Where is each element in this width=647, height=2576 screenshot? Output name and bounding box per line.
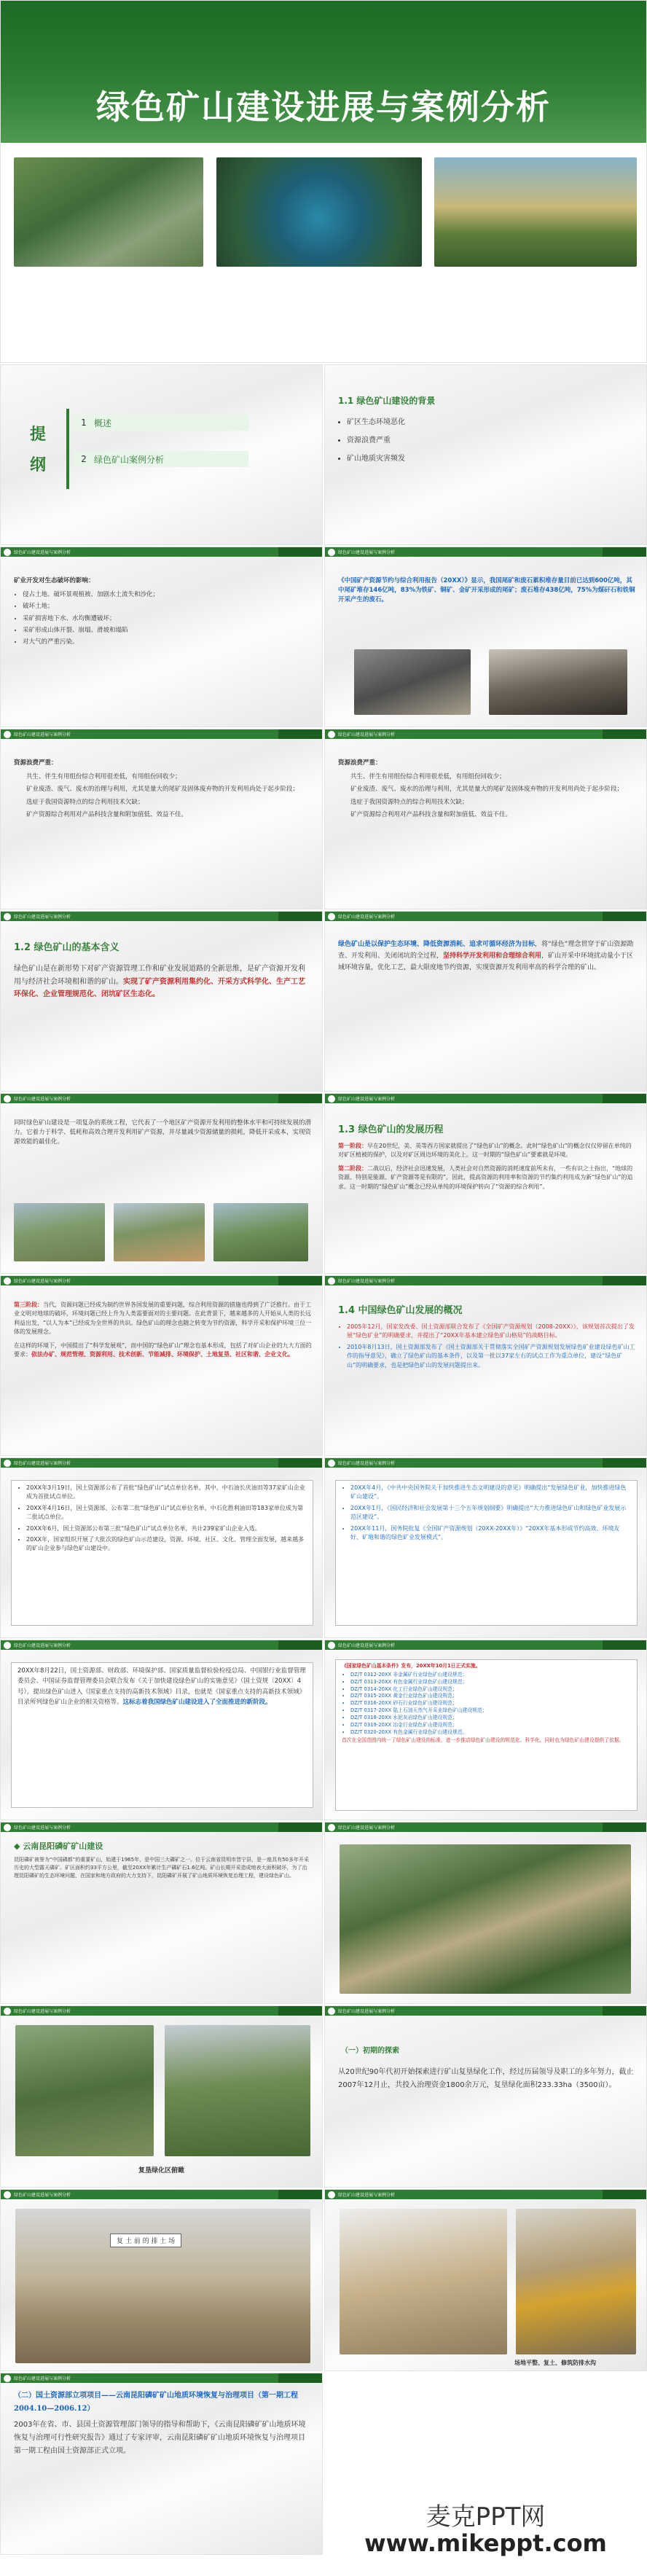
reclaim-photos-slide: [0, 2005, 323, 2188]
watermark: [324, 2373, 647, 2576]
logo-icon: [328, 2008, 335, 2015]
standard-item: • DZ/T 0314-20XX 化工行业绿色矿山建设规范；: [350, 1686, 631, 1694]
waste-para: 选症于我国资源特点的综合利用技术欠缺；: [350, 798, 468, 806]
definition-rest: ，矿山开采中环境扰动量小于区域环境容量，优化工艺，最大限度地节约资源，实现资源开发利用率高的科学合理的矿山。: [338, 952, 634, 971]
background-bullet: • 矿区生态环境恶化: [347, 415, 636, 431]
slide-header: [1, 2006, 322, 2016]
early-exploration-slide: [324, 2005, 647, 2188]
slide-header-text: 绿色矿山建设进展与案例分析: [338, 1461, 396, 1466]
slide-header-text: 绿色矿山建设进展与案例分析: [14, 2193, 71, 2198]
waste-para: 矿业废渣、废气、废水的治理与利用，尤其是量大的尾矿及固体废弃物的开发利用尚处于起步阶段；: [350, 786, 624, 794]
waste-para: 矿产资源综合利用对产品科技含量和附加值低、效益不佳。: [350, 810, 512, 818]
slide-header-text: 绿色矿山建设进展与案例分析: [338, 1643, 396, 1648]
slide-header-text: 绿色矿山建设进展与案例分析: [338, 1825, 396, 1831]
early-title: （一）初期的探索: [341, 2047, 399, 2055]
stage-2-tag: 第二阶段：: [338, 1164, 367, 1172]
waste-slide-left: [0, 729, 323, 909]
aerial-photo: [340, 1844, 631, 1994]
eco-damage-text: [14, 576, 312, 649]
logo-icon: [4, 2191, 11, 2199]
case-text: 昆阳磷矿被誉为“中国磷都”的重要矿山，始建于1965年，是中国三大磷矿之一。位于云南省昆明市晋宁县，是一座具有50多年开采历史的大型露天磷矿。矿区面积约33平方公里，截至20XX年累计生产磷矿石1.6亿吨。矿山长期开采造成地表大面积破坏，为了治理昆阳磷矿的生态环境问题，在国家和地方政府的大力支持下，昆阳磷矿开展了矿山地质环境恢复治理工程，建设绿色矿山。: [14, 1857, 309, 1879]
system-text: 同时绿色矿山建设是一项复杂的系统工程，它代表了一个地区矿产资源开发利用的整体水平和可持续发展的潜力。它着力于科学、低耗和高效合理开发利用矿产资源，并尽量减少资源储量的损耗，降低开采成本，实现资源效能的最佳化。: [14, 1119, 312, 1146]
mine-photo-4: [114, 1203, 205, 1261]
background-slide: [324, 364, 647, 545]
slide-header-text: 绿色矿山建设进展与案例分析: [14, 1643, 71, 1648]
implementation-opinion-box: [11, 1662, 313, 1808]
definition-text: [338, 939, 636, 974]
standard-item: • DZ/T 0318-20XX 水泥灰岩绿色矿山建设规范；: [350, 1715, 631, 1722]
meaning-text: [14, 963, 312, 1001]
case-slide: [0, 1822, 323, 2004]
slide-header-text: 绿色矿山建设进展与案例分析: [14, 2376, 71, 2381]
standards-tail: 首次在全国范围内统一了绿色矿山建设的标准，进一步推动绿色矿山建设的规范化、科学化，同时也为绿色矿山建设提供了依据。: [342, 1737, 624, 1744]
history-text: [338, 1142, 636, 1191]
slide-header-text: 绿色矿山建设进展与案例分析: [14, 550, 71, 555]
logo-icon: [328, 1277, 335, 1285]
slide-header: [325, 547, 646, 557]
slide-header: [325, 1276, 646, 1285]
toc-item-2-num: 2: [81, 454, 87, 464]
stage-1-tag: 第一阶段：: [338, 1143, 367, 1149]
waste-slide-right: [324, 729, 647, 909]
toc-item-2-label: 绿色矿山案例分析: [94, 454, 165, 465]
slide-header-text: 绿色矿山建设进展与案例分析: [14, 1279, 71, 1284]
meaning-text-main: 绿色矿山是在新形势下对矿产资源管理工作和矿业发展道路的全新思维，是矿产资源开发利用与经济社会环境相和谐的矿山。: [14, 965, 305, 986]
before-reclaim-slide: [0, 2189, 323, 2371]
slide-header-text: 绿色矿山建设进展与案例分析: [14, 732, 71, 737]
logo-icon: [328, 2191, 335, 2199]
mine-photo-3: [14, 1203, 105, 1261]
case-title: [14, 1840, 103, 1852]
machinery-photo-1: [340, 2209, 507, 2354]
section-1-2-title: 1.2 绿色矿山的基本含义: [14, 942, 119, 953]
timeline-item: • 20XX年4月，《中共中央国务院关于加快推进生态文明建设的意见》明确提出“发展绿色矿业，加快推进绿色矿山建设”。: [350, 1484, 631, 1502]
eco-damage-item: • 破坏土地；: [23, 602, 312, 611]
china-overview-text: [338, 1323, 636, 1372]
waste-text: [338, 759, 636, 820]
meaning-text-highlight: 实现了矿产资源利用集约化、开采方式科学化、生产工艺环保化、企业管理规范化、闭坑矿区生态化。: [14, 977, 305, 998]
toc-slide: [0, 364, 323, 545]
slide-header: [1, 912, 322, 921]
slide-header: [325, 729, 646, 739]
logo-icon: [328, 913, 335, 920]
project-slide: [0, 2373, 323, 2555]
background-bullets: [338, 415, 636, 469]
slide-header: [1, 729, 322, 739]
toc-item-2[interactable]: [74, 451, 248, 467]
timeline-item: • 20XX年，国家组织开展了大批次的绿色矿山示范建设，资源、环境、社区、文化、管理全面发展，越来越多的矿山企业参与绿色矿山建设中。: [26, 1535, 307, 1554]
standard-item: • DZ/T 0313-20XX 有色金属行业绿色矿山建设规范；: [350, 1679, 631, 1686]
section-1-4-title: 1.4 中国绿色矿山发展的概况: [338, 1305, 463, 1316]
slide-header: [1, 2373, 322, 2383]
slide-header-text: 绿色矿山建设进展与案例分析: [14, 1097, 71, 1102]
standard-item: • DZ/T 0316-20XX 砂石行业绿色矿山建设规范；: [350, 1700, 631, 1707]
stage-3-requirements: 依法办矿、规范管理、资源利用、技术创新、节能减排、环境保护、土地复垦、社区和谐、企业文化。: [31, 1350, 294, 1358]
slide-header: [1, 2190, 322, 2199]
logo-icon: [4, 2375, 11, 2382]
toc-side-label: 提纲: [30, 426, 47, 474]
implementation-opinion-slide: [0, 1640, 323, 1820]
slide-header-text: 绿色矿山建设进展与案例分析: [338, 1279, 396, 1284]
tailings-stats-slide: [324, 547, 647, 727]
eco-damage-item: • 对大气的严重污染。: [23, 638, 312, 647]
cover-photo-1: [14, 157, 203, 267]
project-body: 2003年在省、市、县国土资源管理部门领导的指导和帮助下，《云南昆阳磷矿矿山地质环境恢复与治理可行性研究报告》通过了专家评审，云南昆阳磷矿矿山地质环境恢复与治理项目第一期工程由国土资源部正式立项。: [14, 2421, 306, 2455]
slide-header: [325, 1094, 646, 1103]
reclaim-photo-2: [165, 2025, 310, 2156]
slide-header-text: 绿色矿山建设进展与案例分析: [338, 1097, 396, 1102]
cover-photo-2: [216, 157, 422, 267]
stage-3-body: 当代，资源问题已经成为制约世界各国发展的重要问题，综合利用资源的措施也得到了广泛推行。由于工业文明对地球的破坏，环境问题已经上升为人类需要面对的主要问题。在此背景下，越来越多的人开始从人类的长远利益出发，“以人为本”已经成为全世界的共识。绿色矿山的理念也随之转变为节约资源，科学开采和保护环境三位一体的发展理念。: [14, 1301, 312, 1336]
eco-damage-lead: 矿业开发对生态破坏的影响：: [14, 577, 95, 584]
standard-item: • DZ/T 0315-20XX 黄金行业绿色矿山建设规范；: [350, 1693, 631, 1700]
waste-para: 矿产资源综合利用对产品科技含量和附加值低、效益不佳。: [26, 810, 188, 818]
standard-item: • DZ/T 0312-20XX 非金属矿行业绿色矿山建设规范；: [350, 1672, 631, 1679]
implementation-opinion-tail: 这标志着我国绿色矿山建设进入了全面推进的新阶段。: [122, 1699, 272, 1707]
cover-title: 绿色矿山建设进展与案例分析: [96, 87, 551, 127]
toc-item-1-num: 1: [81, 418, 87, 428]
logo-icon: [328, 731, 335, 738]
pilot-timeline-slide: [0, 1457, 323, 1638]
aerial-photo-slide: [324, 1822, 647, 2004]
china-overview-slide: [324, 1275, 647, 1456]
logo-icon: [328, 1460, 335, 1467]
slide-header-text: 绿色矿山建设进展与案例分析: [338, 2009, 396, 2014]
toc-accent-bar: [66, 409, 69, 489]
toc-item-1[interactable]: [74, 415, 248, 431]
policy-timeline-slide: [324, 1457, 647, 1638]
machinery-photo-2: [516, 2209, 636, 2354]
mine-photo-1: [354, 649, 471, 715]
background-bullet: • 矿山地质灾害频发: [347, 451, 636, 467]
pilot-timeline-box: [11, 1480, 313, 1626]
standards-slide: [324, 1640, 647, 1820]
standard-item: • DZ/T 0317-20XX 陆上石油天然气开采业绿色矿山建设规范；: [350, 1707, 631, 1715]
policy-item: • 2005年12月，国家发改委、国土资源部联合发布了《全国矿产资源规划（2008-20XX）》，该规划首次提出了发展“绿色矿业”的明确要求，并提出了“20XX年基本建立绿色矿山格局”的战略目标。: [347, 1323, 636, 1341]
timeline-item: • 20XX年3月19日，国土资源部公布了首批“绿色矿山”试点单位名单，其中，中石油长庆油田等37家矿山企业成为首批试点单位。: [26, 1484, 307, 1502]
slide-header: [325, 1458, 646, 1468]
stage-3-tag: 第三阶段：: [14, 1301, 43, 1308]
definition-blue: 绿色矿山是以保护生态环境、降低资源消耗、追求可循环经济为目标: [338, 941, 536, 948]
standards-title: 《国家绿色矿山基本条件》发布，20XX年10月1日正式实施。: [342, 1663, 481, 1669]
implementation-opinion-text: 20XX年8月22日，国土资源部、财政部、环境保护部、国家质量监督检验检疫总局、中国银行业监督管理委员会、中国证券监督管理委员会联合发布《关于加快建设绿色矿山的实施意见》（国土资规〔20XX〕4号），提出绿色矿山进入《国家重点支持的高新技术领域》目录，也就是《国家重点支持的高新技术领域》目录所列绿色矿山企业的相关资格等。: [17, 1667, 306, 1707]
waste-lead: 资源浪费严重：: [338, 759, 382, 767]
logo-icon: [4, 1824, 11, 1831]
before-reclaim-sign: 复 土 前 的 排 土 场: [110, 2234, 181, 2247]
slide-header-text: 绿色矿山建设进展与案例分析: [14, 2009, 71, 2014]
waste-text: [14, 759, 312, 820]
definition-slide: [324, 911, 647, 1092]
slide-header: [1, 547, 322, 557]
stage-3-slide: [0, 1275, 323, 1456]
slide-header: [1, 1823, 322, 1832]
logo-icon: [4, 731, 11, 738]
logo-icon: [4, 1095, 11, 1103]
logo-icon: [4, 1642, 11, 1649]
section-1-3-title: 1.3 绿色矿山的发展历程: [338, 1124, 444, 1135]
background-bullet: • 资源浪费严重: [347, 433, 636, 449]
slide-header: [1, 1094, 322, 1103]
slide-header-text: 绿色矿山建设进展与案例分析: [338, 915, 396, 920]
logo-icon: [4, 549, 11, 556]
cover-photo-3: [434, 157, 637, 267]
stage-2-text: 二战以后，经济社会迅速发展，人类社会对自然资源的消耗速度前所未有，一些有识之士指出，“地球的资源、特别是能源、矿产资源等是有限的”，因此，提高资源的利用率和资源的节约集约利用成为新“绿色矿山”的追求。这一时期的“绿色矿山”概念已经从单纯的环境保护转向了“资源的综合利用”。: [338, 1164, 633, 1190]
eco-damage-item: • 侵占土地、破坏景观植被、加剧水土流失和沙化；: [23, 590, 312, 600]
slide-header: [1, 1276, 322, 1285]
standards-box: [335, 1659, 638, 1811]
slide-header: [325, 2190, 646, 2199]
toc-item-1-label: 概述: [94, 418, 112, 428]
mine-photo-5: [213, 1203, 308, 1261]
logo-icon: [328, 1095, 335, 1103]
logo-icon: [4, 913, 11, 920]
timeline-item: • 20XX年6月，国土资源部公布第三批“绿色矿山”试点单位名单，共计239家矿山企业入选。: [26, 1524, 307, 1533]
timeline-item: • 20XX年4月16日，国土资源部、公布第二批“绿色矿山”试点单位名单，中石化胜利油田等183家单位成为第二批试点单位。: [26, 1504, 307, 1522]
standard-item: • DZ/T 0319-20XX 冶金行业绿色矿山建设规范；: [350, 1722, 631, 1729]
slide-header: [1, 1640, 322, 1650]
machinery-slide: [324, 2189, 647, 2371]
logo-icon: [328, 549, 335, 556]
timeline-item: • 20XX年11月，国务院批复《全国矿产资源规划（20XX-20XX年）》“20XX年基本形成节约高效、环境友好、矿地和谐的绿色矿业发展模式”。: [350, 1524, 631, 1543]
waste-para: 矿业废渣、废气、废水的治理与利用，尤其是量大的尾矿及固体废弃物的开发利用尚处于起步阶段；: [26, 786, 299, 794]
watermark-name: 麦克PPT网: [426, 2502, 546, 2532]
slide-header: [325, 912, 646, 921]
photo-caption: 复垦绿化区俯瞰: [138, 2167, 184, 2174]
project-title: （二）国土资源部立项项目——云南昆阳磷矿矿山地质环境恢复与治理项目（第一期工程2004.10—2006.12）: [14, 2392, 298, 2413]
history-slide: [324, 1093, 647, 1274]
logo-icon: [328, 1642, 335, 1649]
case-title-icon: ◆: [14, 1841, 20, 1851]
slide-header: [325, 1823, 646, 1832]
machinery-caption: 场地平整、复土、修筑防排水沟: [514, 2360, 596, 2366]
definition-red: 坚持科学开发利用和合理综合利用: [443, 952, 542, 960]
stage-3-bullet: 在这样的环境下，中国提出了“科学发展观”，而中国的“绿色矿山”理念也基本形成，包括了对矿山企业的九大方面的要求：: [14, 1342, 312, 1358]
slide-header-text: 绿色矿山建设进展与案例分析: [14, 915, 71, 920]
policy-timeline-box: [335, 1480, 638, 1626]
waste-para: 共生、伴生有用组份综合利用很差低，有用组份回收少；: [350, 773, 506, 781]
reclaim-photo-1: [15, 2025, 154, 2156]
eco-damage-slide: [0, 547, 323, 727]
policy-item: • 2010年8月13日，国土资源部发布了《国土资源部关于贯彻落实全国矿产资源规划发展绿色矿业建设绿色矿山工作的指导意见》，确立了绿色矿山的基本条件，以及第一批以37家左右的试点工作为重点单位，建设“绿色矿山”的明确要求，也是把绿色矿山的发展问题提出来。: [347, 1343, 636, 1370]
logo-icon: [328, 1824, 335, 1831]
eco-damage-item: • 采矿损害地下水、水均衡遭破坏；: [23, 614, 312, 624]
eco-damage-item: • 采矿形成山体开裂、崩塌、滑坡和塌陷: [23, 626, 312, 635]
stage-1-text: 早在20世纪，美、英等西方国家就提出了“绿色矿山”的概念。此时“绿色矿山”的概念仅仅停留在单纯的对矿区植被的保护，以及对矿区周边环境的美化上。这一时期的“绿色矿山”要素就是环境。: [338, 1143, 632, 1159]
stage-3-text: [14, 1301, 312, 1359]
logo-icon: [4, 1277, 11, 1285]
slide-header-text: 绿色矿山建设进展与案例分析: [14, 1461, 71, 1466]
slide-header: [325, 2006, 646, 2016]
slide-header-text: 绿色矿山建设进展与案例分析: [338, 732, 396, 737]
definition-main: ，将“绿色”理念贯穿于矿山资源勘查、开发利用、关闭闭坑的全过程，: [338, 941, 634, 960]
slide-header: [1, 1458, 322, 1468]
tailings-stats-text: 《中国矿产资源节约与综合利用报告（20XX）》显示，我国尾矿和废石累积堆存量目前已达到600亿吨，其中尾矿堆存146亿吨，83%为铁矿、铜矿、金矿开采形成的尾矿；废石堆存438亿吨，75%为煤矸石和铁铜开采产生的废石。: [338, 577, 635, 604]
standard-item: • DZ/T 0320-20XX 有色金属行业绿色矿山建设规范。: [350, 1729, 631, 1737]
case-title-text: 云南昆阳磷矿矿山建设: [23, 1841, 103, 1851]
timeline-item: • 20XX年1月，《国民经济和社会发展第十三个五年规划纲要》明确提出“大力推进绿色矿山和绿色矿业发展示范区建设”。: [350, 1504, 631, 1522]
mine-photo-2: [489, 649, 627, 715]
slide-header: [325, 1640, 646, 1650]
watermark-url[interactable]: www.mikeppt.com: [364, 2529, 607, 2557]
meaning-slide: [0, 911, 323, 1092]
before-reclaim-photo: [15, 2209, 310, 2363]
slide-header-text: 绿色矿山建设进展与案例分析: [14, 1825, 71, 1831]
logo-icon: [4, 2008, 11, 2015]
section-1-1-title: 1.1 绿色矿山建设的背景: [338, 396, 436, 406]
waste-para: 选症于我国资源特点的综合利用技术欠缺；: [26, 798, 144, 806]
cover-slide: [0, 0, 647, 363]
slide-header-text: 绿色矿山建设进展与案例分析: [338, 550, 396, 555]
waste-lead: 资源浪费严重：: [14, 759, 58, 767]
logo-icon: [4, 1460, 11, 1467]
early-text: 从20世纪90年代初开始探索进行矿山复垦绿化工作，经过历届领导及职工的多年努力，截止2007年12月止，共投入治理资金1800余万元，复垦绿化面积233.33ha（3500亩）。: [338, 2068, 634, 2089]
system-slide: [0, 1093, 323, 1274]
project-text: [14, 2389, 312, 2458]
waste-para: 共生、伴生有用组份综合利用很差低，有用组份回收少；: [26, 773, 181, 781]
slide-header-text: 绿色矿山建设进展与案例分析: [338, 2193, 396, 2198]
